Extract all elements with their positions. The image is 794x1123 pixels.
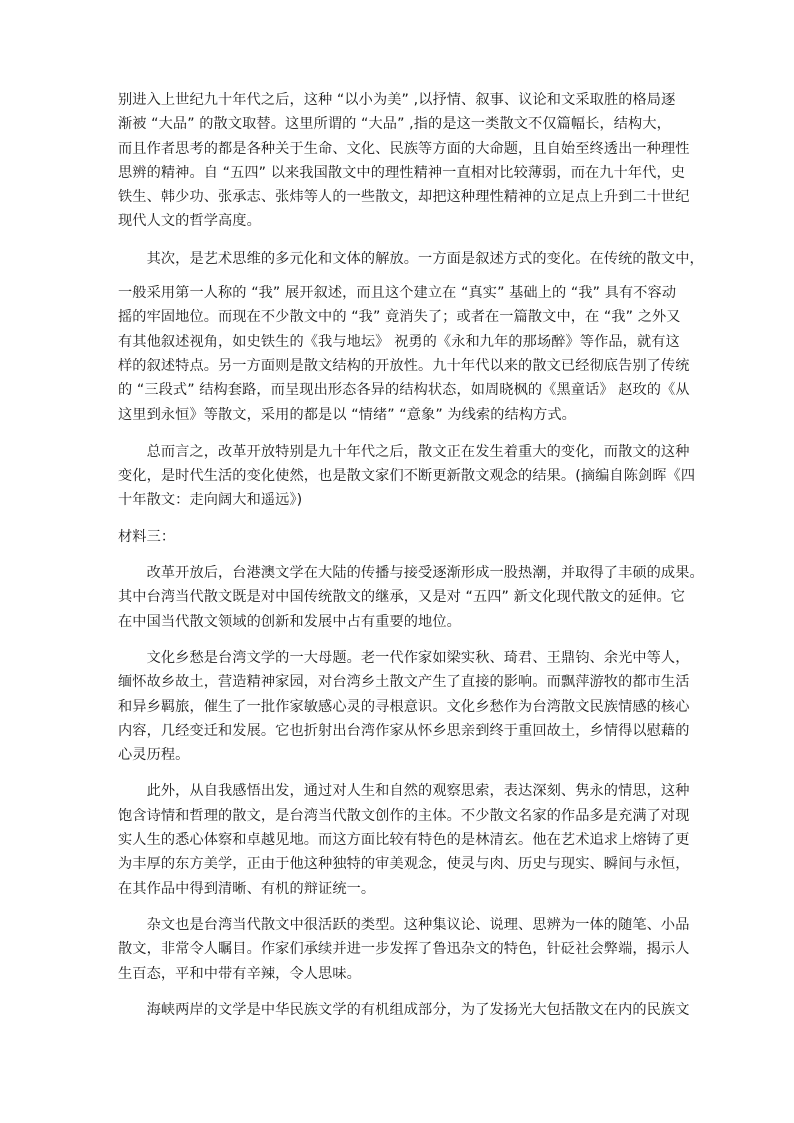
text-line: 变化，是时代生活的变化使然，也是散文家们不断更新散文观念的结果。(摘编自陈剑晖《四 [118, 468, 696, 485]
paragraph-9 [118, 998, 688, 1022]
text-line: 十年散文：走向阔大和遥远》) [118, 492, 303, 509]
text-line: 散文，非常令人瞩目。作家们承续并进一步发挥了鲁迅杂文的特色，针砭社会弊端，揭示人 [118, 941, 690, 958]
text-line: 生百态，平和中带有辛辣，令人思味。 [118, 965, 361, 982]
text-line: 海峡两岸的文学是中华民族文学的有机组成部分，为了发扬光大包括散文在内的民族文 [118, 1001, 690, 1018]
text-line: 一般采用第一人称的 “我” 展开叙述，而且这个建立在 “真实” 基础上的 “我” 具有不容动 [118, 285, 677, 302]
paragraph-6 [118, 646, 688, 767]
text-line: 有其他叙述视角，如史铁生的《我与地坛》 祝勇的《永和九年的那场醉》等作品，就有这 [118, 333, 680, 350]
text-line: 现代人文的哲学高度。 [118, 213, 261, 230]
text-line: 在中国当代散文领域的创新和发展中占有重要的地位。 [118, 613, 461, 630]
paragraph-5 [118, 561, 704, 634]
paragraph-8 [118, 913, 688, 986]
text-line: 样的叙述特点。另一方面则是散文结构的开放性。九十年代以来的散文已经彻底告别了传统 [118, 357, 690, 374]
text-line: 内容，几经变迁和发展。它也折射出台湾作家从怀乡思亲到终于重回故土，乡情得以慰藉的 [118, 722, 690, 739]
document-page [118, 88, 704, 1022]
text-line: 在其作品中得到清晰、有机的辩证统一。 [118, 880, 376, 897]
text-line: 材料三： [118, 528, 176, 545]
paragraph-2 [118, 247, 704, 427]
paragraph-3 [118, 440, 696, 513]
text-line: 心灵历程。 [118, 747, 190, 764]
text-line: 的 “三段式” 结构套路，而呈现出形态各异的结构状态，如周晓枫的《黑童话》 赵玫的《从 [118, 382, 690, 399]
text-line: 别进入上世纪九十年代之后，这种 “以小为美” ,以抒情、叙事、议论和文采取胜的格局逐 [118, 92, 676, 108]
text-line: 杂文也是台湾当代散文中很活跃的类型。这种集议论、说理、思辨为一体的随笔、小品 [118, 916, 690, 933]
text-line: 和异乡羁旅，催生了一批作家敏感心灵的寻根意识。文化乡愁作为台湾散文民族情感的核心 [118, 698, 690, 715]
text-line: 文化乡愁是台湾文学的一大母题。老一代作家如梁实秋、琦君、王鼎钧、余光中等人， [118, 649, 690, 666]
text-line: 此外，从自我感悟出发，通过对人生和自然的观察思索，表达深刻、隽永的情思，这种 [118, 783, 690, 800]
section-heading [118, 525, 688, 549]
text-line: 渐被 “大品” 的散文取替。这里所谓的 “大品” ,指的是这一类散文不仅篇幅长，结构大， [118, 116, 671, 133]
text-line: 改革开放后，台港澳文学在大陆的传播与接受逐渐形成一股热潮，并取得了丰硕的成果。 [118, 565, 704, 582]
text-line: 而且作者思考的都是各种关于生命、文化、民族等方面的大命题，且自始至终透出一种理性 [118, 140, 690, 157]
text-line: 铁生、韩少功、张承志、张炜等人的一些散文，却把这种理性精神的立足点上升到二十世纪 [118, 189, 690, 206]
paragraph-7 [118, 779, 688, 900]
text-line: 其中台湾当代散文既是对中国传统散文的继承，又是对 “五四” 新文化现代散文的延伸。它 [118, 589, 686, 606]
text-line: 缅怀故乡故土，营造精神家园，对台湾乡土散文产生了直接的影响。而飘萍游牧的都市生活 [118, 674, 690, 691]
text-line: 饱含诗情和哲理的散文，是台湾当代散文创作的主体。不少散文名家的作品多是充满了对现 [118, 807, 690, 824]
text-line: 总而言之，改革开放特别是九十年代之后，散文正在发生着重大的变化，而散文的这种 [118, 443, 690, 460]
text-line: 实人生的悉心体察和卓越见地。而这方面比较有特色的是林清玄。他在艺术追求上熔铸了更 [118, 832, 690, 849]
text-line: 思辨的精神。自 “五四” 以来我国散文中的理性精神一直相对比较薄弱，而在九十年代，史 [118, 164, 686, 181]
text-line: 这里到永恒》等散文，采用的都是以 “情绪” “意象” 为线索的结构方式。 [118, 406, 576, 423]
paragraph-1 [118, 88, 688, 234]
text-line: 其次，是艺术思维的多元化和文体的解放。一方面是叙述方式的变化。在传统的散文中， [118, 250, 704, 267]
text-line: 为丰厚的东方美学，正由于他这种独特的审美观念，使灵与肉、历史与现实、瞬间与永恒， [118, 856, 690, 873]
text-line: 摇的牢固地位。而现在不少散文中的 “我” 竟消失了；或者在一篇散文中，在 “我” 之外又 [118, 309, 681, 326]
